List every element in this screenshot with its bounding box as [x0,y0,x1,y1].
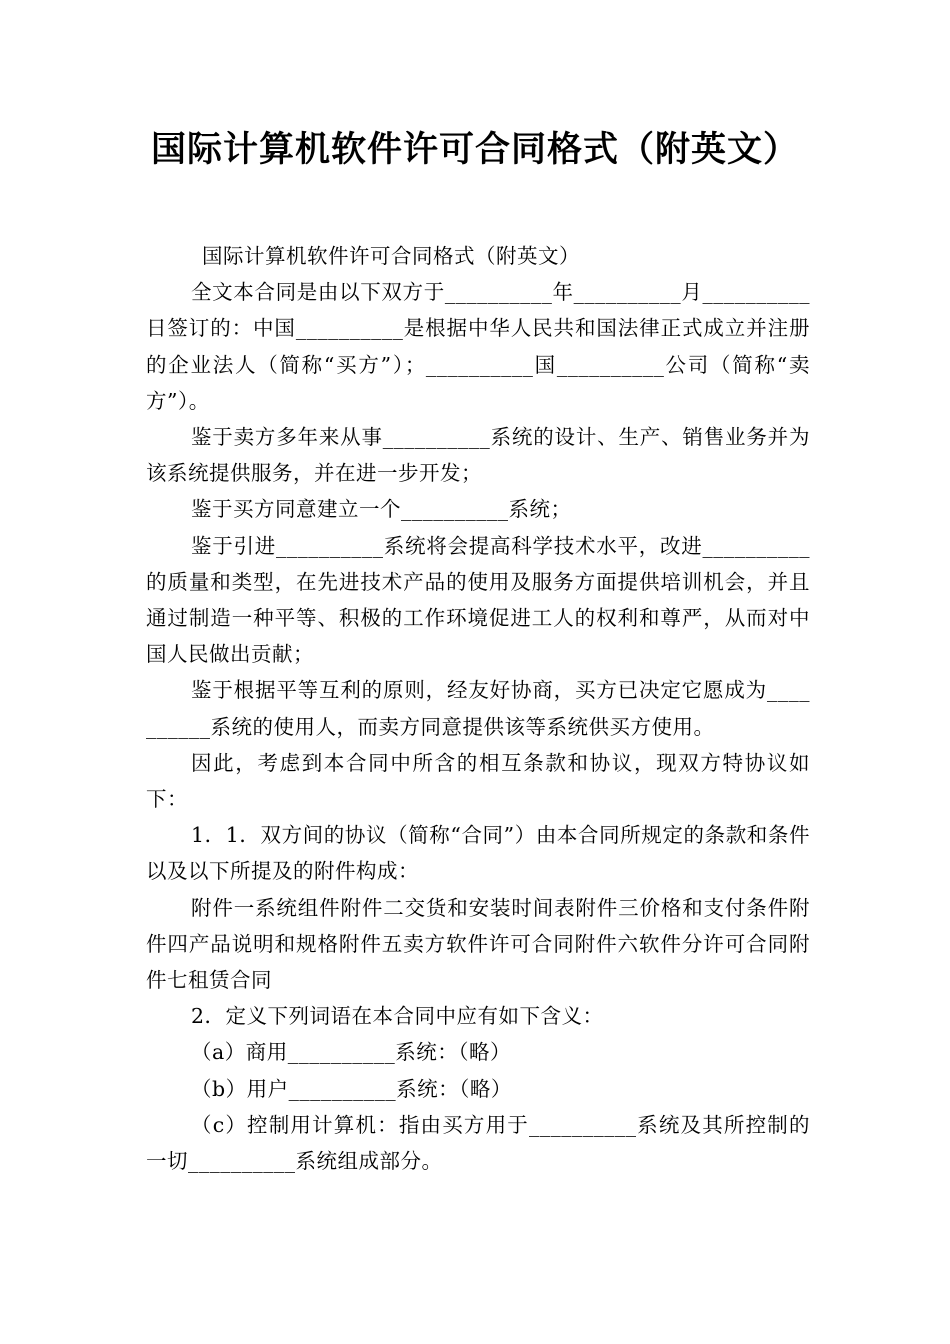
clause-1-1: 1．1．双方间的协议（简称“合同”）由本合同所规定的条款和条件以及以下所提及的附件构成： [146,823,810,884]
paragraph-seller-background: 鉴于卖方多年来从事__________系统的设计、生产、销售业务并为该系统提供服务，并在进一步开发； [146,425,810,486]
paragraph-parties: 全文本合同是由以下双方于__________年__________月__________日签订的：中国__________是根据中华人民共和国法律正式成立并注册的企业法人（简称“买方”）；__________国__________公司（简称“卖方”）。 [146,280,810,413]
paragraph-agreement-intro: 因此，考虑到本合同中所含的相互条款和协议，现双方特协议如下： [146,750,810,812]
paragraph-buyer-intent: 鉴于买方同意建立一个__________系统； [191,497,572,522]
paragraph-mutual-benefit: 鉴于根据平等互利的原则，经友好协商，买方已决定它愿成为__________系统的使用人，而卖方同意提供该等系统供买方使用。 [146,678,810,739]
annex-list: 附件一系统组件附件二交货和安装时间表附件三价格和支付条件附件四产品说明和规格附件五卖方软件许可合同附件六软件分许可合同附件七租赁合同 [146,895,810,993]
clause-2-definitions: 2．定义下列词语在本合同中应有如下含义： [191,1004,604,1029]
document-title: 国际计算机软件许可合同格式（附英文） [150,130,799,170]
paragraph-introduction-benefits: 鉴于引进__________系统将会提高科学技术水平，改进__________的质量和类型，在先进技术产品的使用及服务方面提供培训机会，并且通过制造一种平等、积极的工作环境促进工人的权利和尊严，从而对中国人民做出贡献； [146,533,810,667]
definition-b: （b）用户__________系统：（略） [191,1076,512,1101]
document-body [146,238,810,1179]
subtitle-paragraph: 国际计算机软件许可合同格式（附英文） [202,244,580,268]
definition-c: （c）控制用计算机：指由买方用于__________系统及其所控制的一切__________系统组成部分。 [146,1112,810,1174]
definition-a: （a）商用__________系统：（略） [191,1040,511,1065]
